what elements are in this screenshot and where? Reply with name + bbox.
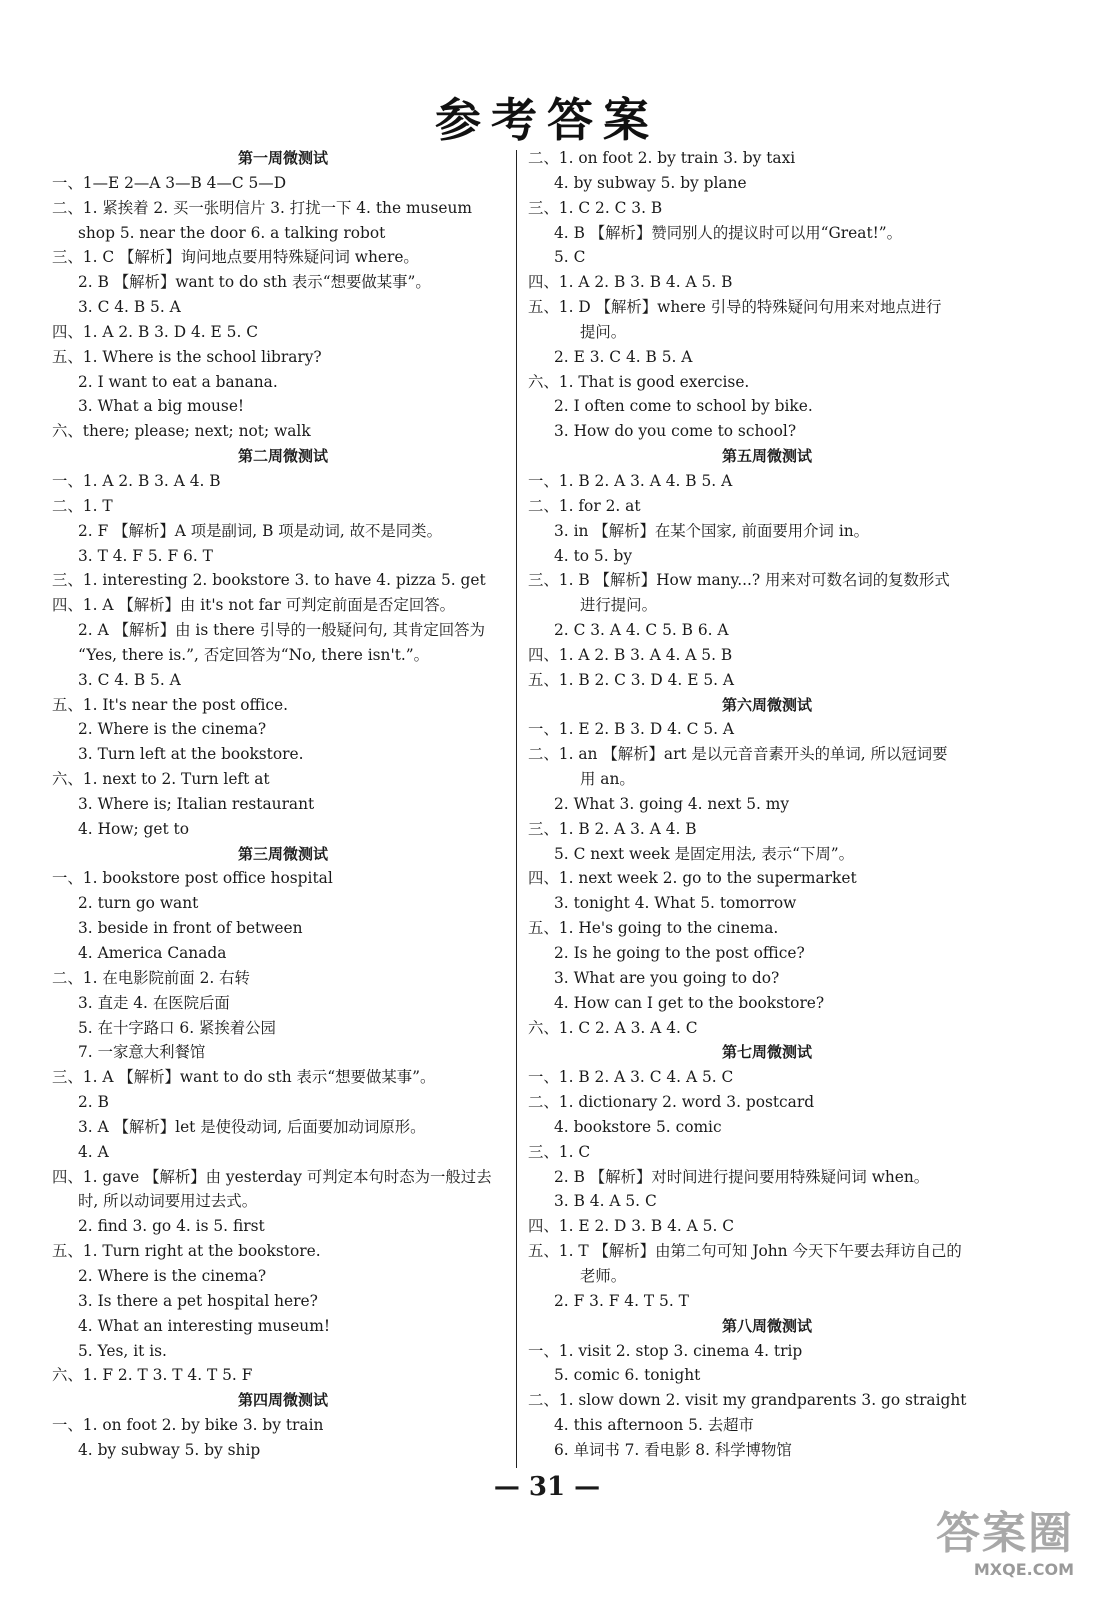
answer-line: 4. by subway 5. by plane	[554, 173, 747, 192]
answer-line: 用 an。	[580, 770, 635, 789]
right-column	[528, 146, 1006, 1463]
answer-line: 一、1. on foot 2. by bike 3. by train	[52, 1416, 324, 1435]
section-heading: 第七周微测试	[721, 1043, 812, 1062]
answer-line: 一、1. B 2. A 3. C 4. A 5. C	[528, 1068, 734, 1087]
left-column	[52, 146, 514, 1463]
answer-line: 5. C next week 是固定用法, 表示“下周”。	[554, 844, 855, 863]
answer-line: 2. E 3. C 4. B 5. A	[554, 347, 693, 366]
answer-line: 一、1. A 2. B 3. A 4. B	[52, 471, 221, 490]
watermark-logo: 答案圈	[936, 1508, 1074, 1559]
answer-line: 老师。	[580, 1266, 627, 1285]
answer-line: 4. this afternoon 5. 去超市	[554, 1416, 754, 1435]
answer-line: 三、1. C 【解析】询问地点要用特殊疑问词 where。	[52, 248, 419, 267]
answer-line: 3. 直走 4. 在医院后面	[78, 993, 230, 1012]
section-heading: 第二周微测试	[237, 447, 328, 466]
answer-line: 2. Is he going to the post office?	[554, 944, 805, 962]
answer-line: 五、1. He's going to the cinema.	[528, 919, 779, 938]
answer-line: 六、1. next to 2. Turn left at	[52, 770, 270, 789]
answer-line: 4. A	[78, 1142, 109, 1161]
section-heading: 第四周微测试	[237, 1391, 328, 1410]
answer-line: 四、1. A 2. B 3. A 4. A 5. B	[528, 645, 733, 664]
answer-line: 四、1. A 2. B 3. D 4. E 5. C	[52, 322, 259, 341]
answer-line: 4. America Canada	[78, 944, 227, 962]
answer-line: 7. 一家意大利餐馆	[78, 1043, 206, 1062]
answer-line: 3. Turn left at the bookstore.	[78, 745, 304, 764]
answer-line: 四、1. next week 2. go to the supermarket	[528, 869, 857, 888]
answer-line: 三、1. B 【解析】How many...? 用来对可数名词的复数形式	[528, 571, 950, 590]
answer-line: 3. How do you come to school?	[554, 422, 797, 441]
page-number: — 31 —	[493, 1472, 601, 1502]
answer-line: 四、1. gave 【解析】由 yesterday 可判定本句时态为一般过去	[52, 1167, 492, 1186]
answer-line: 五、1. Turn right at the bookstore.	[52, 1242, 321, 1261]
answer-line: 3. A 【解析】let 是使役动词, 后面要加动词原形。	[78, 1117, 426, 1136]
answer-line: 5. 在十字路口 6. 紧挨着公园	[78, 1018, 276, 1037]
answer-line: 2. I want to eat a banana.	[78, 372, 278, 391]
answer-line: 二、1. 紧挨着 2. 买一张明信片 3. 打扰一下 4. the museum	[52, 198, 472, 217]
answer-line: 四、1. A 2. B 3. B 4. A 5. B	[528, 273, 733, 292]
answer-line: 2. C 3. A 4. C 5. B 6. A	[554, 621, 729, 640]
answer-line: 2. B 【解析】对时间进行提问要用特殊疑问词 when。	[554, 1167, 930, 1186]
answer-line: 二、1. T	[52, 496, 113, 515]
answer-line: 2. Where is the cinema?	[78, 1266, 267, 1285]
answer-line: 4. by subway 5. by ship	[78, 1440, 261, 1459]
answer-line: 三、1. C 2. C 3. B	[528, 198, 663, 217]
column-divider	[516, 150, 517, 1468]
answer-line: 2. A 【解析】由 is there 引导的一般疑问句, 其肯定回答为	[78, 621, 485, 640]
answer-line: 四、1. A 【解析】由 it's not far 可判定前面是否定回答。	[52, 596, 456, 615]
answer-line: 2. I often come to school by bike.	[554, 397, 813, 416]
answer-line: 3. in 【解析】在某个国家, 前面要用介词 in。	[554, 521, 870, 540]
page-title: 参考答案	[435, 93, 659, 147]
answer-line: 二、1. dictionary 2. word 3. postcard	[528, 1093, 815, 1112]
answer-line: 六、1. C 2. A 3. A 4. C	[528, 1018, 698, 1037]
answer-line: “Yes, there is.”, 否定回答为“No, there isn't.”。	[78, 645, 430, 664]
answer-line: 2. F 3. F 4. T 5. T	[554, 1291, 689, 1310]
answer-line: 一、1. B 2. A 3. A 4. B 5. A	[528, 471, 733, 490]
answer-line: 3. tonight 4. What 5. tomorrow	[554, 894, 797, 913]
answer-line: 二、1. an 【解析】art 是以元音音素开头的单词, 所以冠词要	[528, 745, 948, 764]
answer-line: shop 5. near the door 6. a talking robot	[78, 223, 386, 242]
answer-line: 五、1. B 2. C 3. D 4. E 5. A	[528, 670, 735, 689]
answer-line: 六、1. That is good exercise.	[528, 372, 750, 391]
section-heading: 第三周微测试	[237, 844, 328, 863]
answer-line: 3. What a big mouse!	[78, 397, 245, 416]
answer-line: 2. Where is the cinema?	[78, 720, 267, 739]
answer-line: 5. Yes, it is.	[78, 1341, 167, 1360]
answer-line: 6. 单词书 7. 看电影 8. 科学博物馆	[554, 1440, 792, 1459]
answer-line: 五、1. D 【解析】where 引导的特殊疑问句用来对地点进行	[528, 298, 942, 317]
answer-line: 一、1—E 2—A 3—B 4—C 5—D	[52, 173, 287, 192]
answer-line: 2. find 3. go 4. is 5. first	[78, 1217, 265, 1236]
answer-line: 3. What are you going to do?	[554, 968, 780, 987]
answer-line: 进行提问。	[580, 596, 657, 615]
answer-line: 二、1. on foot 2. by train 3. by taxi	[528, 149, 796, 167]
answer-line: 提问。	[580, 322, 627, 341]
answer-line: 2. turn go want	[78, 894, 199, 913]
answer-line: 2. B	[78, 1093, 109, 1112]
answer-line: 4. B 【解析】赞同别人的提议时可以用“Great!”。	[554, 223, 903, 242]
section-heading: 第六周微测试	[721, 695, 812, 714]
answer-line: 5. C	[554, 248, 586, 267]
answer-line: 六、1. F 2. T 3. T 4. T 5. F	[52, 1366, 253, 1385]
section-heading: 第五周微测试	[721, 447, 812, 466]
answer-line: 一、1. E 2. B 3. D 4. C 5. A	[528, 720, 735, 739]
answer-line: 3. C 4. B 5. A	[78, 298, 181, 317]
answer-line: 4. How; get to	[78, 819, 190, 838]
answer-line: 二、1. for 2. at	[528, 496, 641, 515]
watermark-url: MXQE.COM	[973, 1560, 1074, 1579]
answer-line: 4. How can I get to the bookstore?	[554, 993, 825, 1012]
answer-line: 一、1. bookstore post office hospital	[52, 869, 333, 888]
section-heading: 第一周微测试	[237, 149, 328, 167]
answer-line: 五、1. It's near the post office.	[52, 695, 289, 714]
answer-line: 三、1. C	[528, 1142, 591, 1161]
answer-line: 2. F 【解析】A 项是副词, B 项是动词, 故不是同类。	[78, 521, 442, 540]
answer-line: 三、1. interesting 2. bookstore 3. to have 4. pizza 5. get	[52, 571, 486, 590]
answer-line: 六、there; please; next; not; walk	[52, 422, 311, 441]
answer-line: 3. Is there a pet hospital here?	[78, 1291, 318, 1310]
answer-line: 2. B 【解析】want to do sth 表示“想要做某事”。	[78, 273, 431, 292]
answer-line: 3. B 4. A 5. C	[554, 1192, 657, 1211]
answer-line: 3. C 4. B 5. A	[78, 670, 181, 689]
answer-line: 3. beside in front of between	[78, 919, 303, 938]
answer-line: 五、1. Where is the school library?	[52, 347, 322, 366]
answer-line: 3. T 4. F 5. F 6. T	[78, 546, 213, 565]
answer-line: 四、1. E 2. D 3. B 4. A 5. C	[528, 1217, 735, 1236]
watermark	[874, 1508, 1074, 1586]
answer-line: 2. What 3. going 4. next 5. my	[554, 794, 790, 813]
answer-line: 4. bookstore 5. comic	[554, 1117, 722, 1136]
answer-line: 二、1. slow down 2. visit my grandparents 3. go straight	[528, 1391, 967, 1410]
answer-line: 五、1. T 【解析】由第二句可知 John 今天下午要去拜访自己的	[528, 1242, 962, 1261]
answer-line: 二、1. 在电影院前面 2. 右转	[52, 968, 250, 987]
answer-line: 时, 所以动词要用过去式。	[78, 1192, 258, 1211]
answer-line: 一、1. visit 2. stop 3. cinema 4. trip	[528, 1341, 803, 1360]
answer-line: 4. What an interesting museum!	[78, 1316, 330, 1335]
answer-line: 三、1. A 【解析】want to do sth 表示“想要做某事”。	[52, 1068, 436, 1087]
answer-line: 三、1. B 2. A 3. A 4. B	[528, 819, 697, 838]
answer-line: 5. comic 6. tonight	[554, 1366, 701, 1385]
answer-line: 4. to 5. by	[554, 546, 633, 565]
answer-line: 3. Where is; Italian restaurant	[78, 794, 315, 813]
section-heading: 第八周微测试	[721, 1316, 812, 1335]
